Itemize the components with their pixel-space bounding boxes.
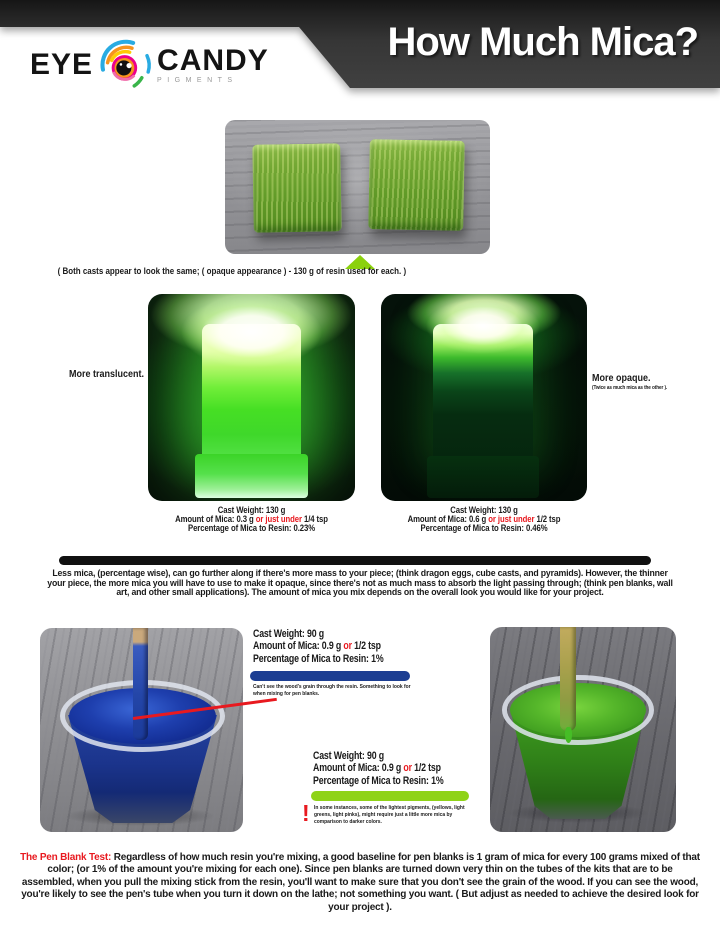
light-flare (426, 298, 540, 354)
cup-rim (502, 675, 654, 745)
mica-amount-red: or (403, 762, 412, 775)
mica-amount-suffix: 1/4 tsp (301, 514, 328, 524)
footer-paragraph (20, 852, 700, 914)
mica-amount-prefix: Amount of Mica: 0.9 g (313, 762, 404, 775)
green-cup-photo (490, 627, 676, 832)
stat-percentage: Percentage of Mica to Resin: 1% (313, 774, 444, 787)
label-more-opaque-subtext: (Twice as much mica as the other ). (592, 385, 668, 391)
stat-percentage: Percentage of Mica to Resin: 1% (253, 652, 384, 665)
mica-amount-prefix: Amount of Mica: 0.3 g (175, 514, 256, 524)
stat-percentage: Percentage of Mica to Resin: 0.46% (420, 523, 548, 533)
callout-light-pigments (302, 750, 543, 826)
stir-stick (560, 627, 576, 731)
brand-logo (30, 36, 269, 94)
pen-blank-test-body: Regardless of how much resin you're mixing, a good baseline for pen blanks is 1 gram of mica for every 100 grams mixed of that color; (or 1% of the amount you're mixing for each one). Since pen blanks are turned down very thin on the tubes of the kits that are to be assembled, when you pull the mixing stick from the resin, you'll want to make sure that you don't see the grain of the wood. If you can see the wood, you're likely to see the pen's tube when you turn it down on the lathe; not something you want. ( But adjust as needed to achieve the desired look for your project ). (21, 852, 700, 913)
stat-cast-weight: Cast Weight: 130 g (217, 505, 286, 515)
label-more-opaque-text: More opaque. (592, 373, 651, 384)
label-more-opaque (592, 373, 705, 391)
light-flare (181, 296, 322, 368)
mica-amount-suffix: 1/2 tsp (411, 762, 441, 775)
resin-drip (565, 727, 572, 743)
stats-translucent (162, 506, 340, 533)
mica-amount-red: or just under (488, 514, 535, 524)
pen-blank-test-lead: The Pen Blank Test: (20, 852, 112, 863)
blue-cup-photo (40, 628, 243, 832)
mica-amount-prefix: Amount of Mica: 0.6 g (407, 514, 489, 524)
stat-mica-amount (253, 640, 437, 652)
cubes-photo (225, 120, 490, 254)
stir-stick (133, 628, 148, 740)
stat-cast-weight: Cast Weight: 90 g (253, 628, 324, 640)
middle-paragraph: Less mica, (percentage wise), can go further along if there's more mass to your piece; (think dragon eggs, cube casts, and pyramids). However, the thinner your piece, the more mica you will have to use to make it opaque, since there's not as much mass to absorb the light passing through; (think pen blanks, wall art, and other small applications). The amount of mica you mix depends on the overall look you would like for your project. (47, 568, 673, 599)
logo-right-block (157, 46, 269, 84)
stat-cast-weight: Cast Weight: 90 g (313, 750, 384, 762)
backlit-photo-opaque (381, 294, 587, 501)
resin-cube-left (252, 143, 342, 233)
backlit-photo-translucent (148, 294, 355, 501)
callout-pen-blank-good (253, 628, 483, 697)
resin-cube-right (368, 139, 465, 231)
callout-note: Can't see the wood's grain through the resin. Something to look for when mixing for pen blanks. (253, 684, 411, 697)
intro-caption: ( Both casts appear to look the same; ( opaque appearance ) - 130 g of resin used for each. ) (57, 266, 407, 277)
logo-candy-wordmark: CANDY (157, 44, 269, 77)
dark-cube-base (427, 456, 539, 498)
mica-amount-suffix: 1/2 tsp (351, 640, 381, 653)
callout-note: In some instances, some of the lightest pigments, (yellows, light greens, light pinks), might require just a little more mica by comparison to darker colors. (314, 805, 465, 825)
logo-eye-wordmark: EYE (30, 48, 94, 81)
label-more-translucent: More translucent. (68, 369, 144, 380)
mica-amount-red: or (343, 640, 352, 653)
glowing-cube-base (195, 454, 308, 498)
stat-cast-weight: Cast Weight: 130 g (450, 505, 518, 515)
page-title: How Much Mica? (387, 20, 698, 64)
blue-highlight-bar (250, 671, 410, 681)
stat-percentage: Percentage of Mica to Resin: 0.23% (188, 523, 315, 533)
logo-pigments-wordmark: PIGMENTS (157, 77, 238, 84)
mica-amount-red: or just under (255, 514, 302, 524)
eye-icon (96, 36, 154, 94)
warning-exclamation-icon: ! (302, 800, 310, 826)
mica-amount-prefix: Amount of Mica: 0.9 g (253, 640, 344, 653)
green-highlight-bar (311, 791, 469, 801)
stats-opaque (395, 506, 572, 533)
section-divider (59, 556, 651, 565)
mica-amount-suffix: 1/2 tsp (534, 514, 561, 524)
stat-mica-amount (313, 762, 497, 774)
